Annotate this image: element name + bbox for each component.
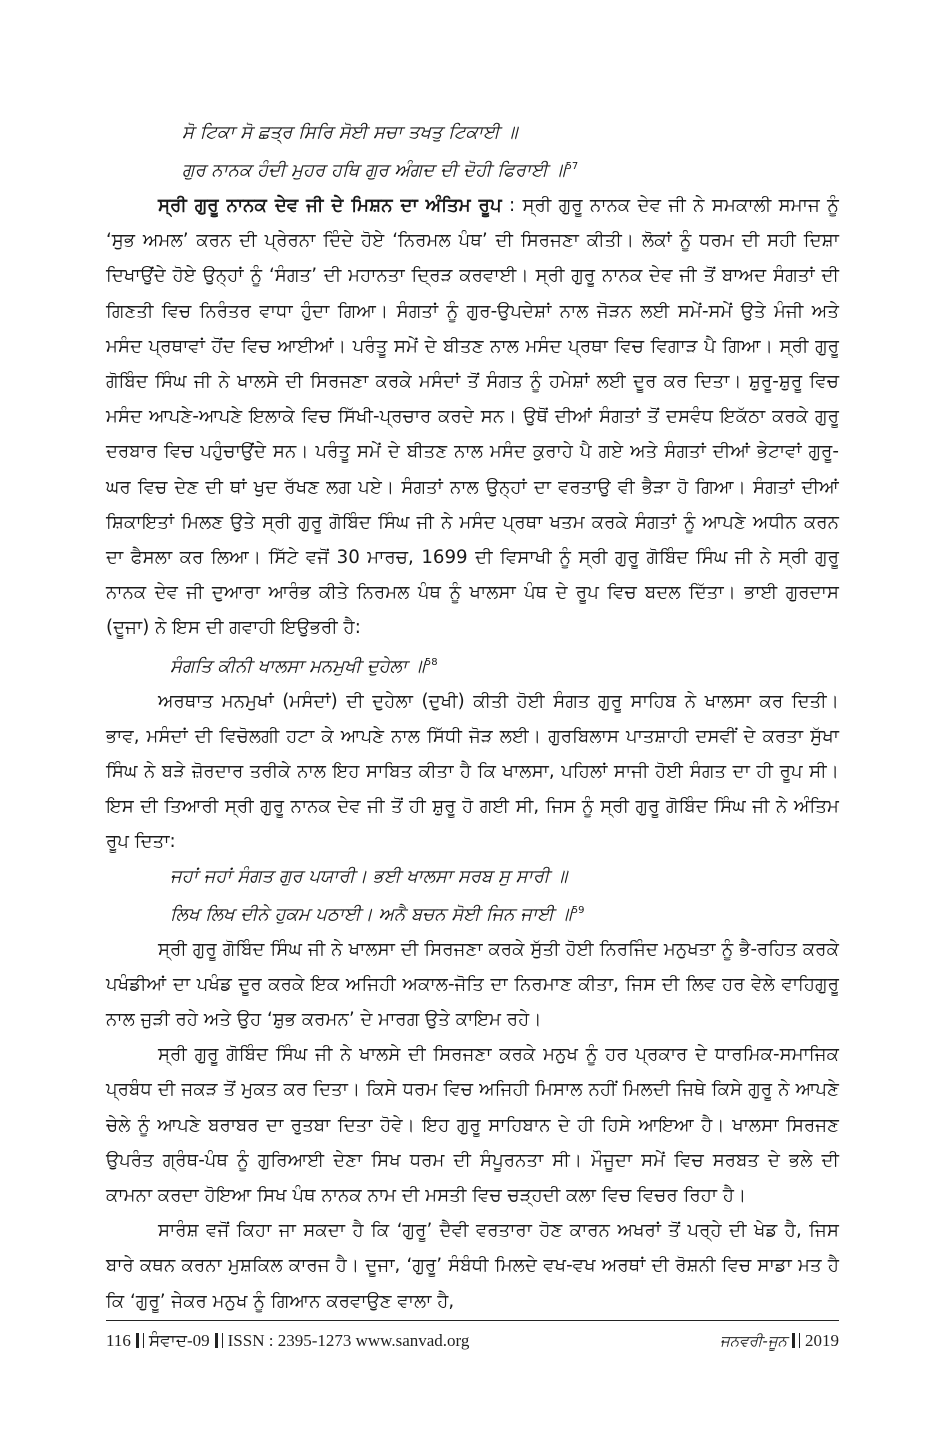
body-text	[106, 116, 839, 1319]
separator-bars-icon	[215, 1333, 223, 1348]
paragraph: ਸ੍ਰੀ ਗੁਰੂ ਗੋਬਿੰਦ ਸਿੰਘ ਜੀ ਨੇ ਖਾਲਸਾ ਦੀ ਸਿਰਜਣਾ ਕਰਕੇ ਸੁੱਤੀ ਹੋਈ ਨਿਰਜਿੰਦ ਮਨੁਖਤਾ ਨੂੰ ਭੈ-ਰਹਿਤ ਕਰਕੇ ਪਖੰਡੀਆਂ ਦਾ ਪਖੰਡ ਦੂਰ ਕਰਕੇ ਇਕ ਅਜਿਹੀ ਅਕਾਲ-ਜੋਤਿ ਦਾ ਨਿਰਮਾਣ ਕੀਤਾ, ਜਿਸ ਦੀ ਲਿਵ ਹਰ ਵੇਲੇ ਵਾਹਿਗੁਰੂ ਨਾਲ ਜੁੜੀ ਰਹੇ ਅਤੇ ਉਹ ‘ਸ਼ੁਭ ਕਰਮਨ’ ਦੇ ਮਾਰਗ ਉਤੇ ਕਾਇਮ ਰਹੇ।	[106, 938, 839, 1031]
footnote-marker: 58	[424, 656, 438, 668]
section-heading: ਸ੍ਰੀ ਗੁਰੂ ਨਾਨਕ ਦੇਵ ਜੀ ਦੇ ਮਿਸ਼ਨ ਦਾ ਅੰਤਿਮ ਰੂਪ	[158, 195, 502, 216]
footnote-marker: 59	[571, 904, 585, 916]
separator-bars-icon	[792, 1333, 800, 1348]
paragraph: ਸ੍ਰੀ ਗੁਰੂ ਗੋਬਿੰਦ ਸਿੰਘ ਜੀ ਨੇ ਖਾਲਸੇ ਦੀ ਸਿਰਜਣਾ ਕਰਕੇ ਮਨੁਖ ਨੂੰ ਹਰ ਪ੍ਰਕਾਰ ਦੇ ਧਾਰਮਿਕ-ਸਮਾਜਿਕ ਪ੍ਰਬੰਧ ਦੀ ਜਕੜ ਤੋਂ ਮੁਕਤ ਕਰ ਦਿਤਾ। ਕਿਸੇ ਧਰਮ ਵਿਚ ਅਜਿਹੀ ਮਿਸਾਲ ਨਹੀਂ ਮਿਲਦੀ ਜਿਥੇ ਕਿਸੇ ਗੁਰੂ ਨੇ ਆਪਣੇ ਚੇਲੇ ਨੂੰ ਆਪਣੇ ਬਰਾਬਰ ਦਾ ਰੁਤਬਾ ਦਿਤਾ ਹੋਵੇ। ਇਹ ਗੁਰੂ ਸਾਹਿਬਾਨ ਦੇ ਹੀ ਹਿਸੇ ਆਇਆ ਹੈ। ਖਾਲਸਾ ਸਿਰਜਣ ਉਪਰੰਤ ਗ੍ਰੰਥ-ਪੰਥ ਨੂੰ ਗੁਰਿਆਈ ਦੇਣਾ ਸਿਖ ਧਰਮ ਦੀ ਸੰਪੂਰਨਤਾ ਸੀ। ਮੌਜੂਦਾ ਸਮੇਂ ਵਿਚ ਸਰਬਤ ਦੇ ਭਲੇ ਦੀ ਕਾਮਨਾ ਕਰਦਾ ਹੋਇਆ ਸਿਖ ਪੰਥ ਨਾਨਕ ਨਾਮ ਦੀ ਮਸਤੀ ਵਿਚ ਚੜ੍ਹਦੀ ਕਲਾ ਵਿਚ ਵਿਚਰ ਰਿਹਾ ਹੈ।	[106, 1044, 839, 1207]
verse-line: ਜਹਾਂ ਜਹਾਂ ਸੰਗਤ ਗੁਰ ਪਯਾਰੀ। ਭਈ ਖਾਲਸਾ ਸਰਬ ਸੁ ਸਾਰੀ ॥	[170, 865, 568, 887]
verse-line: ਲਿਖ ਲਿਖ ਦੀਨੇ ਹੁਕਮ ਪਠਾਈ। ਅਨੈ ਬਚਨ ਸੋਈ ਜਿਨ ਜਾਈ ॥$^{59}$	[170, 903, 585, 925]
footer-right	[720, 1331, 839, 1351]
paragraph: ਸ੍ਰੀ ਗੁਰੂ ਨਾਨਕ ਦੇਵ ਜੀ ਦੇ ਮਿਸ਼ਨ ਦਾ ਅੰਤਿਮ ਰੂਪ : ਸ੍ਰੀ ਗੁਰੂ ਨਾਨਕ ਦੇਵ ਜੀ ਨੇ ਸਮਕਾਲੀ ਸਮਾਜ ਨੂੰ ‘ਸੁਭ ਅਮਲ’ ਕਰਨ ਦੀ ਪ੍ਰੇਰਨਾ ਦਿੰਦੇ ਹੋਏ ‘ਨਿਰਮਲ ਪੰਥ’ ਦੀ ਸਿਰਜਣਾ ਕੀਤੀ। ਲੋਕਾਂ ਨੂੰ ਧਰਮ ਦੀ ਸਹੀ ਦਿਸ਼ਾ ਦਿਖਾਉਂਦੇ ਹੋਏ ਉਨ੍ਹਾਂ ਨੂੰ ‘ਸੰਗਤ’ ਦੀ ਮਹਾਨਤਾ ਦ੍ਰਿੜ ਕਰਵਾਈ। ਸ੍ਰੀ ਗੁਰੂ ਨਾਨਕ ਦੇਵ ਜੀ ਤੋਂ ਬਾਅਦ ਸੰਗਤਾਂ ਦੀ ਗਿਣਤੀ ਵਿਚ ਨਿਰੰਤਰ ਵਾਧਾ ਹੁੰਦਾ ਗਿਆ। ਸੰਗਤਾਂ ਨੂੰ ਗੁਰ-ਉਪਦੇਸ਼ਾਂ ਨਾਲ ਜੋੜਨ ਲਈ ਸਮੇਂ-ਸਮੇਂ ਉਤੇ ਮੰਜੀ ਅਤੇ ਮਸੰਦ ਪ੍ਰਥਾਵਾਂ ਹੋਂਦ ਵਿਚ ਆਈਆਂ। ਪਰੰਤੂ ਸਮੇਂ ਦੇ ਬੀਤਣ ਨਾਲ ਮਸੰਦ ਪ੍ਰਥਾ ਵਿਚ ਵਿਗਾੜ ਪੈ ਗਿਆ। ਸ੍ਰੀ ਗੁਰੂ ਗੋਬਿੰਦ ਸਿੰਘ ਜੀ ਨੇ ਖਾਲਸੇ ਦੀ ਸਿਰਜਣਾ ਕਰਕੇ ਮਸੰਦਾਂ ਤੋਂ ਸੰਗਤ ਨੂੰ ਹਮੇਸ਼ਾਂ ਲਈ ਦੂਰ ਕਰ ਦਿਤਾ। ਸ਼ੁਰੂ-ਸ਼ੁਰੂ ਵਿਚ ਮਸੰਦ ਆਪਣੇ-ਆਪਣੇ ਇਲਾਕੇ ਵਿਚ ਸਿੱਖੀ-ਪ੍ਰਚਾਰ ਕਰਦੇ ਸਨ। ਉਥੋਂ ਦੀਆਂ ਸੰਗਤਾਂ ਤੋਂ ਦਸਵੰਧ ਇਕੱਠਾ ਕਰਕੇ ਗੁਰੂ ਦਰਬਾਰ ਵਿਚ ਪਹੁੰਚਾਉਂਦੇ ਸਨ। ਪਰੰਤੂ ਸਮੇਂ ਦੇ ਬੀਤਣ ਨਾਲ ਮਸੰਦ ਕੁਰਾਹੇ ਪੈ ਗਏ ਅਤੇ ਸੰਗਤਾਂ ਦੀਆਂ ਭੇਟਾਵਾਂ ਗੁਰੂ-ਘਰ ਵਿਚ ਦੇਣ ਦੀ ਥਾਂ ਖੁਦ ਰੱਖਣ ਲਗ ਪਏ। ਸੰਗਤਾਂ ਨਾਲ ਉਨ੍ਹਾਂ ਦਾ ਵਰਤਾਉ ਵੀ ਭੈੜਾ ਹੋ ਗਿਆ। ਸੰਗਤਾਂ ਦੀਆਂ ਸ਼ਿਕਾਇਤਾਂ ਮਿਲਣ ਉਤੇ ਸ੍ਰੀ ਗੁਰੂ ਗੋਬਿੰਦ ਸਿੰਘ ਜੀ ਨੇ ਮਸੰਦ ਪ੍ਰਥਾ ਖਤਮ ਕਰਕੇ ਸੰਗਤਾਂ ਨੂੰ ਆਪਣੇ ਅਧੀਨ ਕਰਨ ਦਾ ਫੈਸਲਾ ਕਰ ਲਿਆ। ਸਿੱਟੇ ਵਜੋਂ 30 ਮਾਰਚ, 1699 ਦੀ ਵਿਸਾਖੀ ਨੂੰ ਸ੍ਰੀ ਗੁਰੂ ਗੋਬਿੰਦ ਸਿੰਘ ਜੀ ਨੇ ਸ੍ਰੀ ਗੁਰੂ ਨਾਨਕ ਦੇਵ ਜੀ ਦੁਆਰਾ ਆਰੰਭ ਕੀਤੇ ਨਿਰਮਲ ਪੰਥ ਨੂੰ ਖਾਲਸਾ ਪੰਥ ਦੇ ਰੂਪ ਵਿਚ ਬਦਲ ਦਿੱਤਾ। ਭਾਈ ਗੁਰਦਾਸ (ਦੂਜਾ) ਨੇ ਇਸ ਦੀ ਗਵਾਹੀ ਇਉਭਰੀ ਹੈ:	[106, 195, 839, 639]
paragraph: ਸਾਰੰਸ਼ ਵਜੋਂ ਕਿਹਾ ਜਾ ਸਕਦਾ ਹੈ ਕਿ ‘ਗੁਰੂ’ ਦੈਵੀ ਵਰਤਾਰਾ ਹੋਣ ਕਾਰਨ ਅਖਰਾਂ ਤੋਂ ਪਰ੍ਹੇ ਦੀ ਖੇਡ ਹੈ, ਜਿਸ ਬਾਰੇ ਕਥਨ ਕਰਨਾ ਮੁਸ਼ਕਿਲ ਕਾਰਜ ਹੈ। ਦੂਜਾ, ‘ਗੁਰੂ’ ਸੰਬੰਧੀ ਮਿਲਦੇ ਵਖ-ਵਖ ਅਰਥਾਂ ਦੀ ਰੋਸ਼ਨੀ ਵਿਚ ਸਾਡਾ ਮਤ ਹੈ ਕਿ ‘ਗੁਰੂ’ ਜੇਕਰ ਮਨੁਖ ਨੂੰ ਗਿਆਨ ਕਰਵਾਉਣ ਵਾਲਾ ਹੈ,	[106, 1220, 839, 1312]
paragraph: ਅਰਥਾਤ ਮਨਮੁਖਾਂ (ਮਸੰਦਾਂ) ਦੀ ਦੁਹੇਲਾ (ਦੁਖੀ) ਕੀਤੀ ਹੋਈ ਸੰਗਤ ਗੁਰੂ ਸਾਹਿਬ ਨੇ ਖਾਲਸਾ ਕਰ ਦਿਤੀ। ਭਾਵ, ਮਸੰਦਾਂ ਦੀ ਵਿਚੋਲਗੀ ਹਟਾ ਕੇ ਆਪਣੇ ਨਾਲ ਸਿੱਧੀ ਜੋੜ ਲਈ। ਗੁਰਬਿਲਾਸ ਪਾਤਸ਼ਾਹੀ ਦਸਵੀਂ ਦੇ ਕਰਤਾ ਸੁੱਖਾ ਸਿੰਘ ਨੇ ਬੜੇ ਜ਼ੋਰਦਾਰ ਤਰੀਕੇ ਨਾਲ ਇਹ ਸਾਬਿਤ ਕੀਤਾ ਹੈ ਕਿ ਖਾਲਸਾ, ਪਹਿਲਾਂ ਸਾਜੀ ਹੋਈ ਸੰਗਤ ਦਾ ਹੀ ਰੂਪ ਸੀ। ਇਸ ਦੀ ਤਿਆਰੀ ਸ੍ਰੀ ਗੁਰੂ ਨਾਨਕ ਦੇਵ ਜੀ ਤੋਂ ਹੀ ਸ਼ੁਰੂ ਹੋ ਗਈ ਸੀ, ਜਿਸ ਨੂੰ ਸ੍ਰੀ ਗੁਰੂ ਗੋਬਿੰਦ ਸਿੰਘ ਜੀ ਨੇ ਅੰਤਿਮ ਰੂਪ ਦਿਤਾ:	[106, 690, 839, 853]
issue-year: 2019	[805, 1331, 839, 1350]
footnote-marker: 57	[565, 161, 579, 172]
issn-text: ISSN : 2395-1273 www.sanvad.org	[227, 1331, 470, 1350]
issue-months: ਜਨਵਰੀ-ਜੂਨ	[720, 1332, 787, 1350]
footer-left	[106, 1331, 469, 1351]
page-footer	[106, 1331, 839, 1359]
verse-line: ਗੁਰ ਨਾਨਕ ਹੰਦੀ ਮੁਹਰ ਹਥਿ ਗੁਰ ਅੰਗਦ ਦੀ ਦੋਹੀ ਫਿਰਾਈ ॥$^{57}$	[182, 160, 579, 181]
journal-name: ਸੰਵਾਦ-09	[148, 1331, 210, 1350]
verse-line: ਸੋ ਟਿਕਾ ਸੋ ਛਤ੍ਰ ਸਿਰਿ ਸੋਈ ਸਚਾ ਤਖਤੁ ਟਿਕਾਈ ॥	[182, 122, 518, 143]
footer-rule	[106, 1320, 839, 1321]
verse-line: ਸੰਗਤਿ ਕੀਨੀ ਖਾਲਸਾ ਮਨਮੁਖੀ ਦੁਹੇਲਾ ॥$^{58}$	[170, 655, 438, 677]
page-number: 116	[106, 1331, 131, 1350]
separator-bars-icon	[136, 1333, 144, 1348]
